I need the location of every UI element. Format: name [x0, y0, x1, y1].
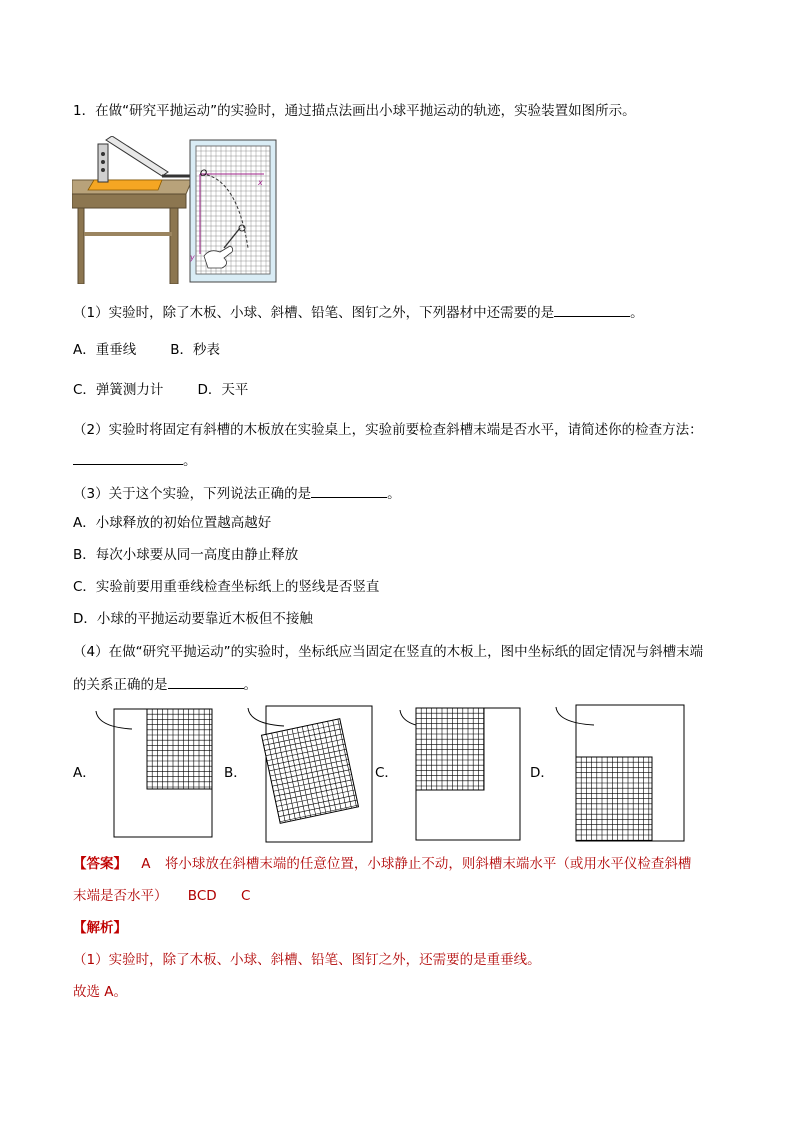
question-stem: 1．在做“研究平抛运动”的实验时，通过描点法画出小球平抛运动的轨迹，实验装置如图所示。	[73, 103, 636, 119]
answer-heading: 【答案】	[73, 856, 127, 872]
q4-figure-a	[92, 707, 216, 839]
answer-1: A	[141, 856, 151, 872]
q4-option-label-a: A．	[73, 765, 96, 781]
q4-figure-c	[396, 706, 522, 842]
x-axis-label: x	[258, 178, 263, 187]
q4-option-label-d: D．	[530, 765, 554, 781]
q2-answer-line: 。	[73, 450, 197, 471]
q1-text: （1）实验时，除了木板、小球、斜槽、铅笔、图钉之外，下列器材中还需要的是 。	[73, 302, 644, 323]
analysis-line2: 故选 A。	[73, 984, 128, 1000]
answer-line2	[73, 886, 260, 906]
q1-option-a: A．重垂线	[73, 342, 137, 358]
answer-2-continued: 末端是否水平）	[73, 888, 168, 904]
q1-stem: （1）实验时，除了木板、小球、斜槽、铅笔、图钉之外，下列器材中还需要的是	[73, 305, 555, 321]
q1-options-row1	[73, 340, 220, 360]
q3-answer-blank[interactable]	[311, 483, 387, 498]
q3-text: （3）关于这个实验，下列说法正确的是 。	[73, 483, 401, 504]
q4-option-label-b: B．	[224, 765, 247, 781]
q3-option-d: D．小球的平抛运动要靠近木板但不接触	[73, 611, 313, 627]
q2-text: （2）实验时将固定有斜槽的木板放在实验桌上，实验前要检查斜槽末端是否水平，请简述你的检查方法：	[73, 422, 703, 438]
apparatus-illustration	[72, 136, 278, 284]
q3-option-b: B．每次小球要从同一高度由静止释放	[73, 547, 299, 563]
q4-text-line1: （4）在做“研究平抛运动”的实验时，坐标纸应当固定在竖直的木板上，图中坐标纸的固定情况与斜槽末端	[73, 644, 704, 660]
q1-option-d: D．天平	[197, 382, 249, 398]
q1-option-b: B．秒表	[170, 342, 221, 358]
q1-answer-blank[interactable]	[554, 302, 630, 317]
q4-figure-d	[552, 703, 686, 843]
q2-answer-blank[interactable]	[73, 450, 183, 465]
q4-option-label-c: C．	[375, 765, 398, 781]
q1-option-c: C．弹簧测力计	[73, 382, 164, 398]
analysis-heading: 【解析】	[73, 920, 127, 936]
q3-option-a: A．小球释放的初始位置越高越好	[73, 515, 272, 531]
answer-line1	[73, 854, 691, 874]
answer-3: BCD	[187, 888, 217, 904]
q1-options-row2	[73, 380, 248, 400]
q4-text-line2: 的关系正确的是 。	[73, 674, 257, 695]
answer-4: C	[240, 888, 251, 904]
q3-option-c: C．实验前要用重垂线检查坐标纸上的竖线是否竖直	[73, 579, 380, 595]
q4-figure-b	[244, 704, 374, 844]
origin-label: O	[200, 169, 208, 179]
answer-2: 将小球放在斜槽末端的任意位置，小球静止不动，则斜槽末端水平（或用水平仪检查斜槽	[164, 856, 692, 872]
y-axis-label: y	[190, 253, 195, 262]
analysis-line1: （1）实验时，除了木板、小球、斜槽、铅笔、图钉之外，还需要的是重垂线。	[73, 952, 541, 968]
q4-answer-blank[interactable]	[168, 674, 244, 689]
